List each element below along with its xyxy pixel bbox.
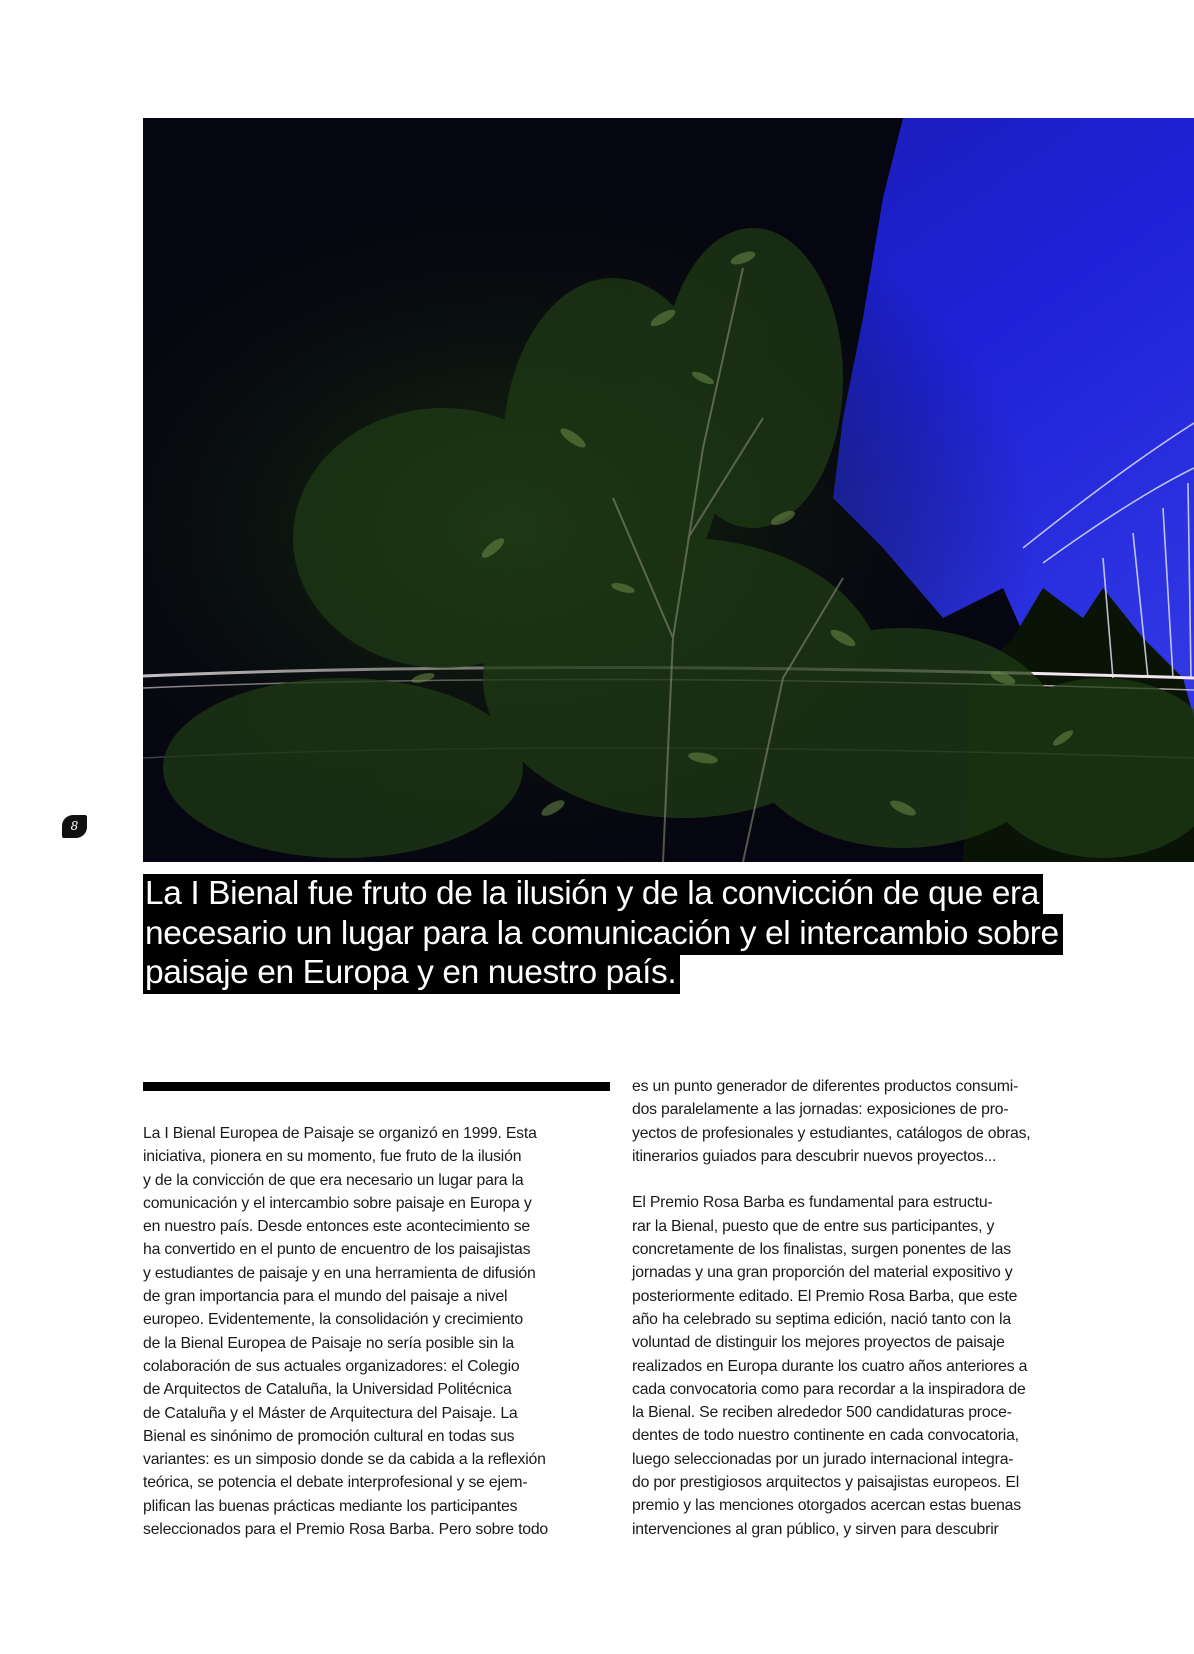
text-line: de la Bienal Europea de Paisaje no sería posible sin la xyxy=(143,1334,515,1352)
text-line: do por prestigiosos arquitectos y paisajistas europeos. El xyxy=(632,1474,1020,1492)
text-line: y estudiantes de paisaje y en una herramienta de difusión xyxy=(143,1264,536,1282)
pull-quote-line: La I Bienal fue fruto de la ilusión y de la convicción de que era xyxy=(143,874,1103,914)
hero-photo xyxy=(143,118,1194,862)
text-line: iniciativa, pionera en su momento, fue fruto de la ilusión xyxy=(143,1148,522,1166)
text-line: yectos de profesionales y estudiantes, catálogos de obras, xyxy=(632,1124,1031,1142)
text-line: plifican las buenas prácticas mediante los participantes xyxy=(143,1497,518,1515)
text-line: jornadas y una gran proporción del material expositivo y xyxy=(632,1264,1013,1282)
body-column-left xyxy=(143,1122,613,1541)
text-line: de Cataluña y el Máster de Arquitectura del Paisaje. La xyxy=(143,1404,518,1422)
text-line: ha convertido en el punto de encuentro de los paisajistas xyxy=(143,1241,531,1259)
text-line: voluntad de distinguir los mejores proyectos de paisaje xyxy=(632,1334,1005,1352)
text-line: de gran importancia para el mundo del paisaje a nivel xyxy=(143,1288,508,1306)
text-line: rar la Bienal, puesto que de entre sus participantes, y xyxy=(632,1217,995,1235)
body-column-right xyxy=(632,1075,1092,1541)
text-line: europeo. Evidentemente, la consolidación y crecimiento xyxy=(143,1311,523,1329)
text-line: es un punto generador de diferentes productos consumi- xyxy=(632,1078,1019,1095)
text-line: colaboración de sus actuales organizadores: el Colegio xyxy=(143,1357,520,1375)
pull-quote xyxy=(143,874,1103,993)
text-line: en nuestro país. Desde entonces este acontecimiento se xyxy=(143,1218,530,1236)
text-line: variantes: es un simposio donde se da cabida a la reflexión xyxy=(143,1451,546,1469)
text-line: luego seleccionadas por un jurado internacional integra- xyxy=(632,1450,1014,1468)
pull-quote-line: paisaje en Europa y en nuestro país. xyxy=(143,953,1103,993)
text-line: comunicación y el intercambio sobre paisaje en Europa y xyxy=(143,1194,532,1212)
text-line: y de la convicción de que era necesario un lugar para la xyxy=(143,1171,524,1189)
text-line: Bienal es sinónimo de promoción cultural en todas sus xyxy=(143,1427,515,1445)
text-line: de Arquitectos de Cataluña, la Universidad Politécnica xyxy=(143,1381,512,1399)
text-line: año ha celebrado su septima edición, nació tanto con la xyxy=(632,1310,1011,1328)
text-line: seleccionados para el Premio Rosa Barba. Pero sobre todo xyxy=(143,1521,549,1539)
text-line: posteriormente editado. El Premio Rosa Barba, que este xyxy=(632,1287,1018,1305)
text-line: concretamente de los finalistas, surgen ponentes de las xyxy=(632,1241,1011,1259)
text-line: La I Bienal Europea de Paisaje se organizó en 1999. Esta xyxy=(143,1125,537,1142)
text-line: dos paralelamente a las jornadas: exposiciones de pro- xyxy=(632,1101,1009,1119)
text-line: intervenciones al gran público, y sirven para descubrir xyxy=(632,1520,999,1538)
text-line: teórica, se potencia el debate interprofesional y se ejem- xyxy=(143,1474,528,1492)
pull-quote-line: necesario un lugar para la comunicación y el intercambio sobre xyxy=(143,914,1103,954)
text-line: la Bienal. Se reciben alrededor 500 candidaturas proce- xyxy=(632,1404,1012,1422)
section-rule xyxy=(143,1082,610,1091)
text-line: cada convocatoria como para recordar a la inspiradora de xyxy=(632,1380,1026,1398)
paragraph-gap xyxy=(632,1168,1092,1191)
text-line: dentes de todo nuestro continente en cada convocatoria, xyxy=(632,1427,1019,1445)
text-line: premio y las menciones otorgados acercan estas buenas xyxy=(632,1497,1021,1515)
text-line: El Premio Rosa Barba es fundamental para estructu- xyxy=(632,1194,993,1212)
text-line: realizados en Europa durante los cuatro años anteriores a xyxy=(632,1357,1028,1375)
page-number: 8 xyxy=(62,815,87,838)
text-line: itinerarios guiados para descubrir nuevos proyectos... xyxy=(632,1147,997,1165)
